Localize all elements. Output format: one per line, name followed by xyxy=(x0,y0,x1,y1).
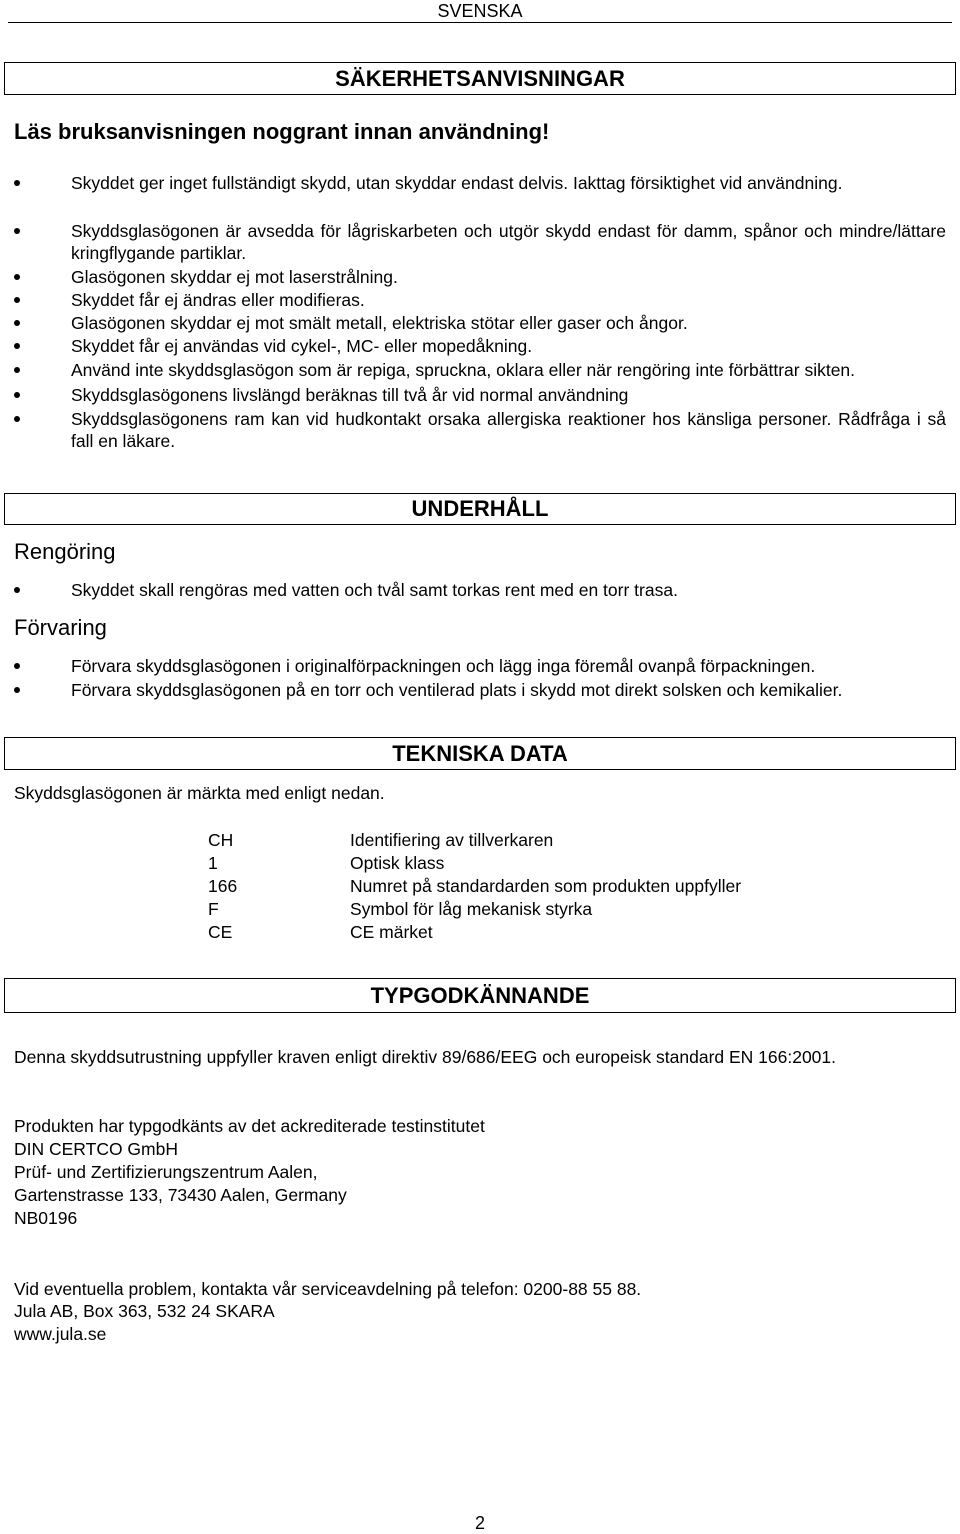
approval-title: TYPGODKÄNNANDE xyxy=(370,983,590,1008)
bullet-icon xyxy=(14,320,20,326)
list-item: Förvara skyddsglasögonen på en torr och ventilerad plats i skydd mot direkt solsken och kemikalier. xyxy=(14,679,946,701)
maintenance-title-box xyxy=(4,493,956,525)
description-cell: CE märket xyxy=(350,922,433,942)
list-item: Skyddet skall rengöras med vatten och tvål samt torkas rent med en torr trasa. xyxy=(14,579,946,601)
list-item: Förvara skyddsglasögonen i originalförpackningen och lägg inga föremål ovanpå förpackningen. xyxy=(14,655,946,677)
bullet-icon xyxy=(14,274,20,280)
list-item: Glasögonen skyddar ej mot laserstrålning. xyxy=(14,266,946,288)
marking-codes-table xyxy=(208,829,908,944)
institute-line-4: Gartenstrasse 133, 73430 Aalen, Germany xyxy=(14,1185,347,1205)
description-cell: Numret på standardarden som produkten uppfyller xyxy=(350,876,742,896)
cleaning-list xyxy=(14,579,946,601)
technical-intro: Skyddsglasögonen är märkta med enligt nedan. xyxy=(14,783,385,803)
contact-website-link[interactable]: www.jula.se xyxy=(14,1324,107,1344)
bullet-icon xyxy=(14,392,20,398)
institute-line-3: Prüf- und Zertifizierungszentrum Aalen, xyxy=(14,1162,318,1182)
table-row xyxy=(208,852,908,875)
contact-line-2: Jula AB, Box 363, 532 24 SKARA xyxy=(14,1301,275,1321)
bullet-icon xyxy=(14,587,20,593)
bullet-icon xyxy=(14,343,20,349)
storage-heading: Förvaring xyxy=(14,615,107,640)
bullet-icon xyxy=(14,687,20,693)
bullet-icon xyxy=(14,180,20,186)
code-cell: CE xyxy=(208,922,233,942)
contact-line-1: Vid eventuella problem, kontakta vår serviceavdelning på telefon: 0200-88 55 88. xyxy=(14,1279,642,1299)
cleaning-heading: Rengöring xyxy=(14,539,116,564)
institute-line-2: DIN CERTCO GmbH xyxy=(14,1139,178,1159)
code-cell: F xyxy=(208,899,219,919)
list-item: Skyddet ger inget fullständigt skydd, utan skyddar endast delvis. Iakttag försiktighet vid användning. xyxy=(14,172,946,218)
bullet-icon xyxy=(14,416,20,422)
table-row xyxy=(208,829,908,852)
bullet-icon xyxy=(14,367,20,373)
bullet-icon xyxy=(14,663,20,669)
list-item: Använd inte skyddsglasögon som är repiga, spruckna, oklara eller när rengöring inte förbättrar sikten. xyxy=(14,359,946,381)
technical-title: TEKNISKA DATA xyxy=(392,741,568,766)
page-number: 2 xyxy=(474,1513,485,1533)
list-item: Glasögonen skyddar ej mot smält metall, elektriska stötar eller gaser och ångor. xyxy=(14,312,946,334)
description-cell: Symbol för låg mekanisk styrka xyxy=(350,899,593,919)
institute-line-1: Produkten har typgodkänts av det ackrediterade testinstitutet xyxy=(14,1116,485,1136)
list-item: Skyddsglasögonens ram kan vid hudkontakt orsaka allergiska reaktioner hos känsliga personer. Rådfråga i så fall en läkare. xyxy=(14,408,946,452)
list-item: Skyddet får ej ändras eller modifieras. xyxy=(14,289,946,311)
safety-title-box xyxy=(4,62,956,95)
header-divider xyxy=(8,22,952,23)
storage-list xyxy=(14,655,946,701)
technical-title-box xyxy=(4,737,956,770)
page-header-language: SVENSKA xyxy=(437,1,523,21)
safety-title: SÄKERHETSANVISNINGAR xyxy=(335,66,625,91)
code-cell: 1 xyxy=(208,853,218,873)
code-cell: CH xyxy=(208,830,234,850)
table-row xyxy=(208,921,908,944)
approval-directive: Denna skyddsutrustning uppfyller kraven enligt direktiv 89/686/EEG och europeisk standard EN 166:2001. xyxy=(14,1047,837,1067)
description-cell: Identifiering av tillverkaren xyxy=(350,830,554,850)
bullet-icon xyxy=(14,297,20,303)
bullet-icon xyxy=(14,228,20,234)
list-item: Skyddet får ej användas vid cykel-, MC- eller mopedåkning. xyxy=(14,335,946,357)
list-item: Skyddsglasögonens livslängd beräknas till två år vid normal användning xyxy=(14,384,946,406)
table-row xyxy=(208,875,908,898)
description-cell: Optisk klass xyxy=(350,853,445,873)
institute-line-5: NB0196 xyxy=(14,1208,78,1228)
approval-title-box xyxy=(4,978,956,1013)
safety-list xyxy=(14,172,946,452)
list-item: Skyddsglasögonen är avsedda för lågriskarbeten och utgör skydd endast för damm, spånor och mindre/lättare kringflygande partiklar. xyxy=(14,220,946,264)
maintenance-title: UNDERHÅLL xyxy=(411,496,549,521)
code-cell: 166 xyxy=(208,876,238,896)
table-row xyxy=(208,898,908,921)
safety-intro: Läs bruksanvisningen noggrant innan användning! xyxy=(14,119,550,144)
